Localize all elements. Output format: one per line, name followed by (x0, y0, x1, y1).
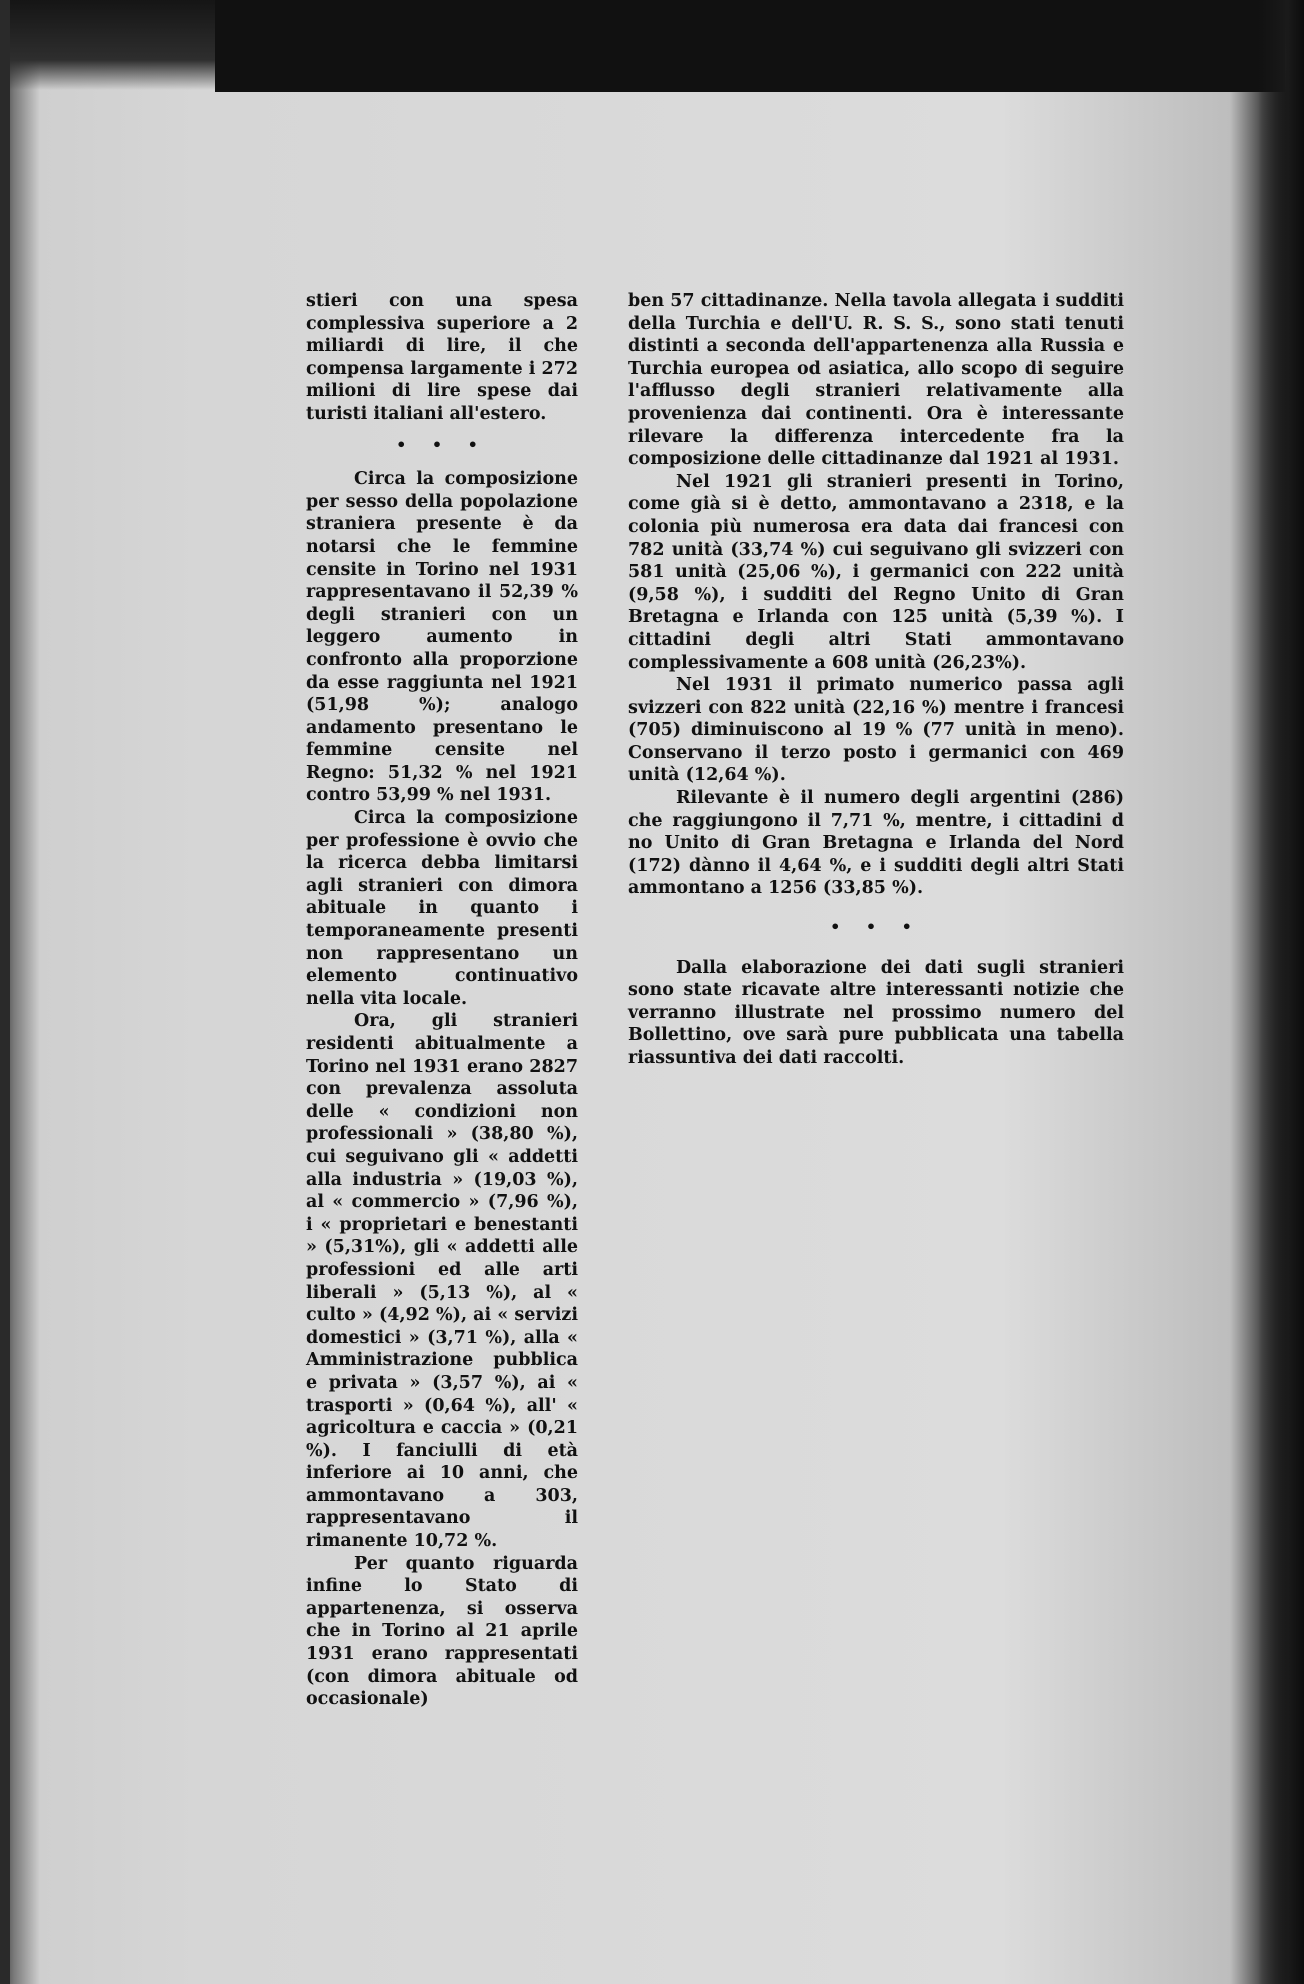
left-paragraph-4: Ora, gli stranieri residenti abitualmente a Torino nel 1931 erano 2827 con prevalenza assoluta delle « condizioni non professionali » (38,80 %), cui seguivano gli « addetti alla industria » (19,03 %), al « commercio » (7,96 %), i « proprietari e benestanti » (5,31%), gli « addetti alle professioni ed alle arti liberali » (5,13 %), al « culto » (4,92 %), ai « servizi domestici » (3,71 %), alla « Amministrazione pubblica e privata » (3,57 %), ai « trasporti » (0,64 %), all' « agricoltura e caccia » (0,21 %). I fanciulli di età inferiore ai 10 anni, che ammontavano a 303, rappresentavano il rimanente 10,72 %. (306, 1011, 578, 1552)
left-paragraph-1: stieri con una spesa complessiva superiore a 2 miliardi di lire, il che compensa largamente i 272 milioni di lire spese dai turisti italiani all'estero. (306, 291, 578, 424)
right-paragraph-2: Nel 1921 gli stranieri presenti in Torino, come già si è detto, ammontavano a 2318, e la colonia più numerosa era data dai francesi con 782 unità (33,74 %) cui seguivano gli svizzeri con 581 unità (25,06 %), i germanici con 222 unità (9,58 %), i sudditi del Regno Unito di Gran Bretagna e Irlanda con 125 unità (5,39 %). I cittadini degli altri Stati ammontavano complessivamente a 608 unità (26,23%). (628, 471, 1124, 673)
left-paragraph-5: Per quanto riguarda infine lo Stato di appartenenza, si osserva che in Torino al 21 aprile 1931 erano rappresentati (con dimora abituale od occasionale) (306, 1553, 578, 1710)
right-paragraph-3: Nel 1931 il primato numerico passa agli svizzeri con 822 unità (22,16 %) mentre i francesi (705) diminuiscono al 19 % (77 unità in meno). Conservano il terzo posto i germanici con 469 unità (12,64 %). (628, 675, 1124, 786)
right-paragraph-5: Dalla elaborazione dei dati sugli stranieri sono state ricavate altre interessanti notizie che verranno illustrate nel prossimo numero del Bollettino, ove sarà pure pubblicata una tabella riassuntiva dei dati raccolti. (628, 957, 1124, 1068)
left-paragraph-2: Circa la composizione per sesso della popolazione straniera presente è da notarsi che le femmine censite in Torino nel 1931 rappresentavano il 52,39 % degli stranieri con un leggero aumento in confronto alla proporzione da esse raggiunta nel 1921 (51,98 %); analogo andamento presentano le femmine censite nel Regno: 51,32 % nel 1921 contro 53,99 % nel 1931. (306, 469, 578, 806)
section-separator-right: • • • (830, 917, 922, 937)
left-column (306, 290, 578, 1711)
right-paragraph-4: Rilevante è il numero degli argentini (286) che raggiungono il 7,71 %, mentre, i cittadini d no Unito di Gran Bretagna e Irlanda del Nord (172) dànno il 4,64 %, e i sudditi degli altri Stati ammontano a 1256 (33,85 %). (628, 788, 1124, 899)
right-column (628, 290, 1124, 1070)
right-paragraph-1: ben 57 cittadinanze. Nella tavola allegata i sudditi della Turchia e dell'U. R. S. S., sono stati tenuti distinti a seconda dell'appartenenza alla Russia e Turchia europea od asiatica, allo scopo di seguire l'afflusso degli stranieri relativamente alla provenienza dai continenti. Ora è interessante rilevare la differenza intercedente fra la composizione delle cittadinanze dal 1921 al 1931. (628, 291, 1124, 470)
left-paragraph-3: Circa la composizione per professione è ovvio che la ricerca debba limitarsi agli stranieri con dimora abituale in quanto i temporaneamente presenti non rappresentano un elemento continuativo nella vita locale. (306, 808, 578, 1009)
section-separator-left: • • • (396, 434, 488, 454)
